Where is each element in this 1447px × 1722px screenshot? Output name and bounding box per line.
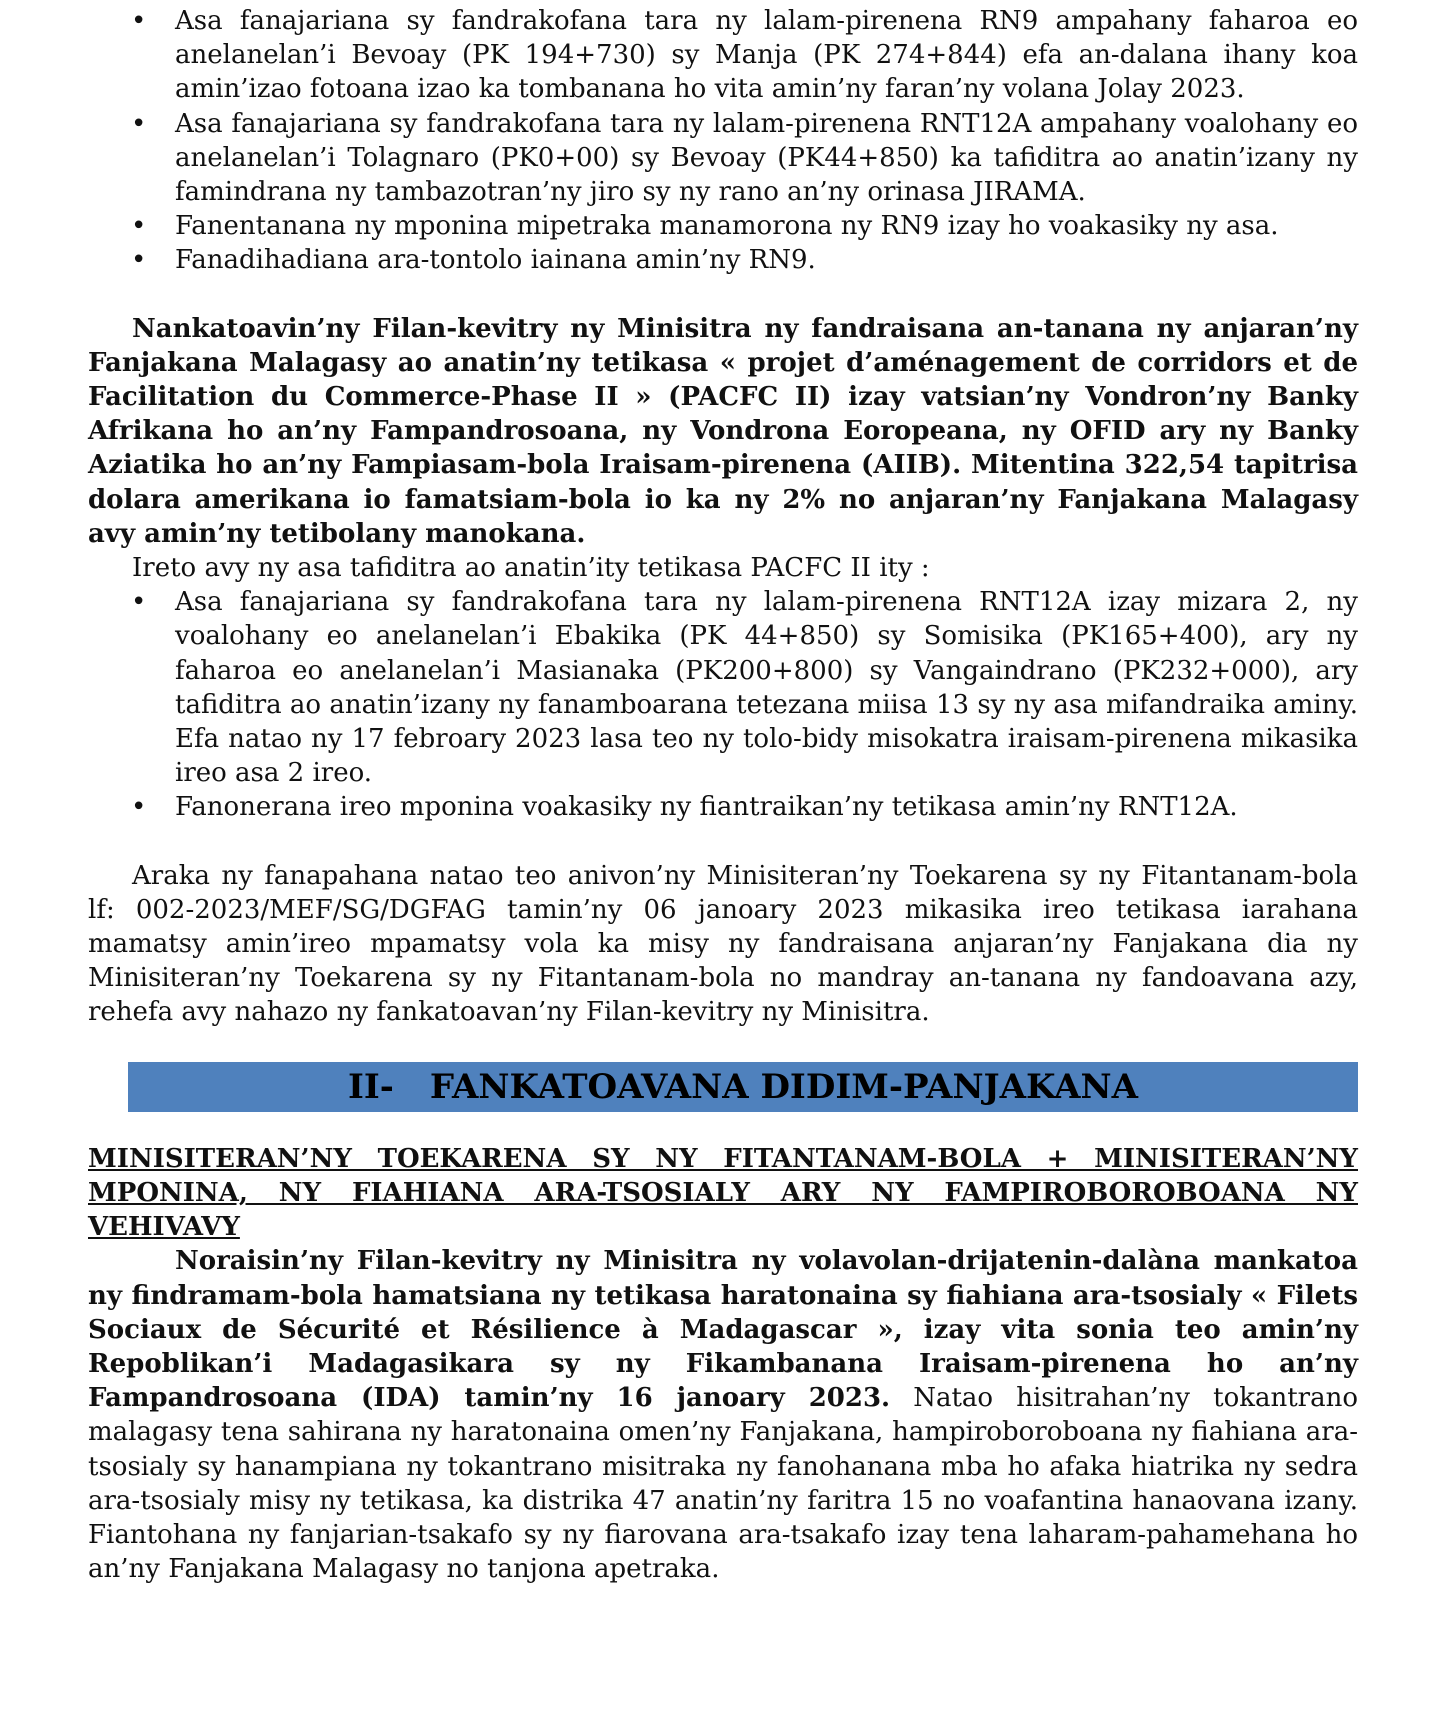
section-heading — [128, 1062, 1358, 1112]
document-content — [88, 4, 1358, 1586]
pacfc-works-list — [88, 585, 1358, 824]
spacer — [88, 278, 1358, 312]
list-item: • Fanonerana ireo mponina voakasiky ny fiantraikan’ny tetikasa amin’ny RNT12A. — [88, 790, 1358, 824]
list-item: • Fanentanana ny mponina mipetraka manamorona ny RN9 izay ho voakasiky ny asa. — [88, 209, 1358, 243]
loan-approval-paragraph — [88, 1244, 1358, 1586]
loan-approval-body-text: Natao hisitrahan’ny tokantrano malagasy tena sahirana ny haratonaina omen’ny Fanjakana, hampiroboroboana ny fiahiana ara-tsosialy sy hanampiana ny tokantrano misitraka ny fanohanana mba ho afaka hiatrika ny sedra ara-tsosialy misy ny tetikasa, ka distrika 47 anatin’ny faritra 15 no voafantina hanaovana izany. Fiantohana ny fanjarian-tsakafo sy ny fiarovana ara-tsakafo izay tena laharam-pahamehana ho an’ny Fanjakana Malagasy no tanjona apetraka. — [88, 1383, 1358, 1585]
list-item: • Asa fanajariana sy fandrakofana tara ny lalam-pirenena RN9 ampahany faharoa eo anelanelan’i Bevoay (PK 194+730) sy Manja (PK 274+844) efa an-dalana ihany koa amin’izao fotoana izao ka tombanana ho vita amin’ny faran’ny volana Jolay 2023. — [88, 4, 1358, 107]
section-title: FANKATOAVANA DIDIM-PANJAKANA — [429, 1066, 1138, 1107]
road-works-list — [88, 4, 1358, 278]
mef-decision-paragraph: Araka ny fanapahana natao teo anivon’ny Minisiteran’ny Toekarena sy ny Fitantanam-bola lf: 002-2023/MEF/SG/DGFAG tamin’ny 06 janoary 2023 mikasika ireo tetikasa iarahana mamatsy amin’ireo mpamatsy vola ka misy ny fandraisana anjaran’ny Fanjakana dia ny Minisiteran’ny Toekarena sy ny Fitantanam-bola no mandray an-tanana ny fandoavana azy, rehefa avy nahazo ny fankatoavan’ny Filan-kevitry ny Minisitra. — [88, 860, 1358, 1028]
ministry-subheading: MINISITERAN’NY TOEKARENA SY NY FITANTANAM-BOLA + MINISITERAN’NY MPONINA, NY FIAHIANA ARA-TSOSIALY ARY NY FAMPIROBOROBOANA NY VEHIVAVY — [88, 1143, 1358, 1243]
section-number: II- — [347, 1066, 394, 1107]
pacfc-approval-paragraph: Nankatoavin’ny Filan-kevitry ny Minisitra ny fandraisana an-tanana ny anjaran’ny Fanjakana Malagasy ao anatin’ny tetikasa « projet d’aménagement de corridors et de Facilitation du Commerce-Phase II » (PACFC II) izay vatsian’ny Vondron’ny Banky Afrikana ho an’ny Fampandrosoana, ny Vondrona Eoropeana, ny OFID ary ny Banky Aziatika ho an’ny Fampiasam-bola Iraisam-pirenena (AIIB). Mitentina 322,54 tapitrisa dolara amerikana io famatsiam-bola io ka ny 2% no anjaran’ny Fanjakana Malagasy avy amin’ny tetibolany manokana. — [88, 313, 1358, 549]
pacfc-intro-line: Ireto avy ny asa tafiditra ao anatin’ity tetikasa PACFC II ity : — [132, 553, 930, 584]
list-item: • Asa fanajariana sy fandrakofana tara ny lalam-pirenena RNT12A ampahany voalohany eo anelanelan’i Tolagnaro (PK0+00) sy Bevoay (PK44+850) ka tafiditra ao anatin’izany ny famindrana ny tambazotran’ny jiro sy ny rano an’ny orinasa JIRAMA. — [88, 107, 1358, 210]
list-item: • Fanadihadiana ara-tontolo iainana amin’ny RN9. — [88, 243, 1358, 277]
list-item: • Asa fanajariana sy fandrakofana tara ny lalam-pirenena RNT12A izay mizara 2, ny voalohany eo anelanelan’i Ebakika (PK 44+850) sy Somisika (PK165+400), ary ny faharoa eo anelanelan’i Masianaka (PK200+800) sy Vangaindrano (PK232+000), ary tafiditra ao anatin’izany ny fanamboarana tetezana miisa 13 sy ny asa mifandraika aminy. Efa natao ny 17 febroary 2023 lasa teo ny tolo-bidy misokatra iraisam-pirenena mikasika ireo asa 2 ireo. — [88, 585, 1358, 790]
spacer — [88, 825, 1358, 859]
loan-approval-bold-text: Noraisin’ny Filan-kevitry ny Minisitra ny volavolan-drijatenin-dalàna mankatoa ny findramam-bola hamatsiana ny tetikasa haratonaina sy fiahiana ara-tsosialy « Filets Sociaux de Sécurité et Résilience à Madagascar », izay vita sonia teo amin’ny Repoblikan’i Madagasikara sy ny Fikambanana Iraisam-pirenena ho an’ny Fampandrosoana (IDA) tamin’ny 16 janoary 2023. — [88, 1246, 1358, 1414]
